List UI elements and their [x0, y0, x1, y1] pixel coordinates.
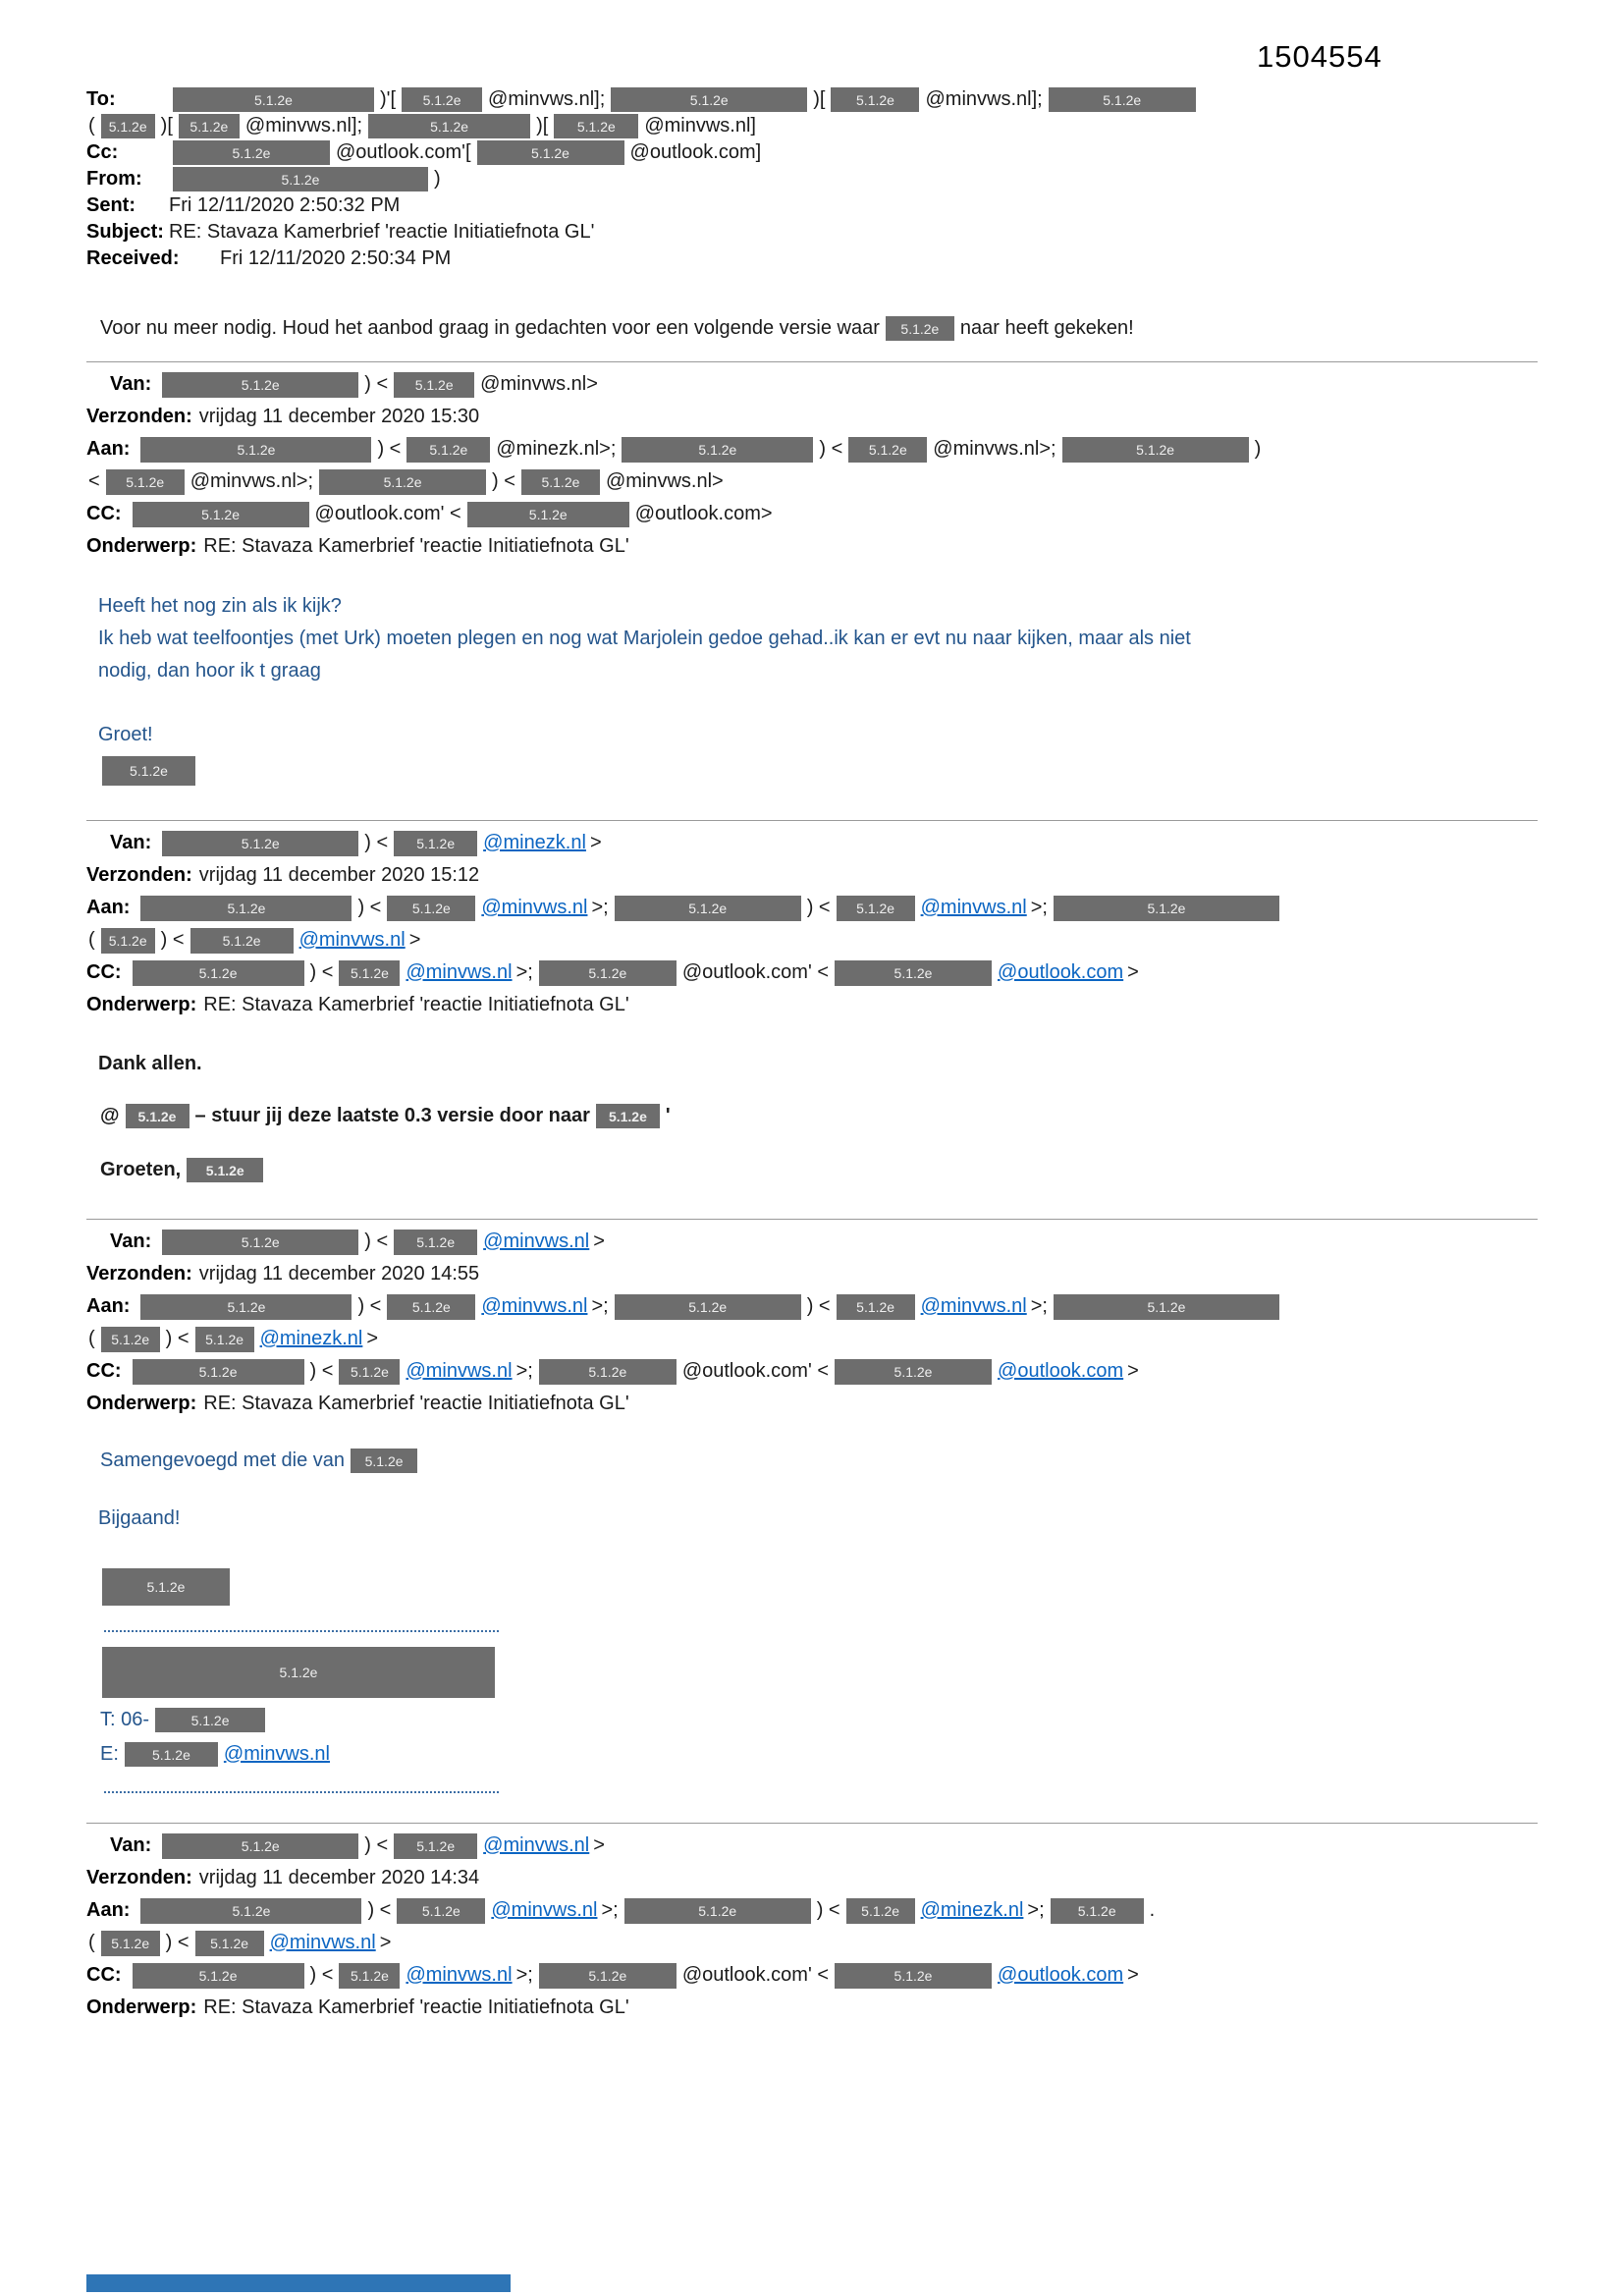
redaction-box: 5.1.2e	[611, 87, 807, 112]
redaction-box: 5.1.2e	[394, 831, 477, 856]
redaction-box: 5.1.2e	[319, 469, 486, 495]
aan-row-continued	[86, 1927, 1538, 1959]
email-link[interactable]: @minezk.nl	[920, 1899, 1024, 1921]
verzonden-value: vrijdag 11 december 2020 15:12	[198, 864, 480, 886]
email-link[interactable]: @minvws.nl	[920, 1295, 1027, 1317]
email-link[interactable]: @outlook.com	[998, 1360, 1124, 1382]
redaction-box: 5.1.2e	[102, 756, 195, 786]
received-value: Fri 12/11/2020 2:50:34 PM	[220, 247, 452, 269]
text-segment: ) <	[309, 1360, 334, 1382]
aan-value-line1	[136, 895, 1283, 922]
text-segment: >	[1127, 1360, 1139, 1382]
redaction-box: 5.1.2e	[477, 140, 624, 165]
text-segment: @minvws.nl>;	[933, 438, 1056, 460]
redaction-box: 5.1.2e	[351, 1449, 417, 1473]
text-segment: @minvws.nl>	[480, 373, 598, 395]
aan-label: Aan:	[86, 1295, 131, 1317]
text-segment: )'[	[380, 88, 397, 110]
email-link[interactable]: @minvws.nl	[406, 1964, 513, 1986]
redaction-box: 5.1.2e	[155, 1708, 265, 1732]
cc-value	[129, 501, 775, 528]
onderwerp-row	[86, 1992, 1538, 2024]
verzonden-value: vrijdag 11 december 2020 14:34	[198, 1867, 480, 1888]
redaction-box: 5.1.2e	[195, 1931, 264, 1956]
aan-value-line2	[86, 1930, 393, 1957]
verzonden-value: vrijdag 11 december 2020 14:55	[198, 1263, 480, 1285]
aan-row-continued	[86, 465, 1538, 498]
redaction-box: 5.1.2e	[339, 960, 400, 986]
cc-label: CC:	[86, 503, 122, 524]
quoted-email-3	[86, 1226, 1538, 1420]
redaction-box: 5.1.2e	[125, 1742, 218, 1767]
text-segment: (	[88, 929, 95, 951]
text-segment: )[	[160, 115, 173, 137]
text-segment: @outlook.com' <	[681, 1360, 830, 1382]
redaction-box: 5.1.2e	[162, 831, 358, 856]
cc-row	[86, 498, 1538, 530]
cc-value	[169, 139, 763, 166]
text-segment: .	[1149, 1899, 1156, 1921]
redaction-box: 5.1.2e	[846, 1898, 915, 1924]
aan-value-line2	[86, 927, 422, 955]
redaction-box: 5.1.2e	[133, 960, 304, 986]
intro-paragraph	[98, 315, 1538, 342]
quoted-email-4	[86, 1830, 1538, 2024]
redaction-box: 5.1.2e	[133, 1359, 304, 1385]
redaction-box: 5.1.2e	[835, 1963, 992, 1989]
text-segment: )[	[536, 115, 549, 137]
aan-value-line2	[86, 1326, 380, 1353]
text-segment: ) <	[364, 832, 389, 853]
onderwerp-value: RE: Stavaza Kamerbrief 'reactie Initiatiefnota GL'	[203, 1996, 629, 2018]
body3-attached-line: Bijgaand!	[98, 1507, 181, 1529]
section-separator	[86, 361, 1538, 362]
body1-line1: Heeft het nog zin als ik kijk?	[98, 595, 342, 617]
body2-thanks: Dank allen.	[98, 1053, 202, 1074]
redaction-box: 5.1.2e	[140, 437, 371, 463]
onderwerp-row	[86, 530, 1538, 563]
message-body-1	[98, 590, 1538, 787]
redaction-box: 5.1.2e	[539, 960, 677, 986]
signature-title-redaction	[98, 1646, 1538, 1699]
text-segment: '	[665, 1105, 671, 1126]
text-segment: ) <	[377, 438, 402, 460]
text-segment: @outlook.com' <	[681, 961, 830, 983]
onderwerp-label: Onderwerp:	[86, 535, 197, 557]
body2-greeting	[98, 1157, 1538, 1183]
verzonden-row	[86, 1258, 1538, 1290]
van-label: Van:	[110, 1230, 152, 1252]
text-segment: ) <	[806, 897, 831, 918]
redaction-box: 5.1.2e	[387, 896, 475, 921]
van-row	[86, 1226, 1538, 1258]
redaction-box: 5.1.2e	[622, 437, 813, 463]
redaction-box: 5.1.2e	[173, 87, 374, 112]
cc-row	[86, 1355, 1538, 1388]
verzonden-label: Verzonden:	[86, 406, 192, 427]
redaction-box: 5.1.2e	[140, 896, 352, 921]
van-row	[86, 827, 1538, 859]
aan-value-line2	[86, 468, 726, 496]
to-value-line2	[86, 113, 758, 139]
redaction-box: 5.1.2e	[835, 1359, 992, 1385]
cc-row	[86, 1959, 1538, 1992]
verzonden-row	[86, 859, 1538, 892]
email-link[interactable]: @minvws.nl	[223, 1743, 331, 1765]
redaction-box: 5.1.2e	[848, 437, 927, 463]
van-value	[158, 830, 603, 857]
header-cc-row	[86, 139, 1538, 166]
redaction-box: 5.1.2e	[539, 1963, 677, 1989]
email-link[interactable]: @minvws.nl	[298, 929, 406, 951]
subject-value: RE: Stavaza Kamerbrief 'reactie Initiatiefnota GL'	[169, 221, 595, 243]
text-segment: ) <	[492, 470, 515, 492]
text-segment: @minvws.nl]	[644, 115, 756, 137]
aan-row-continued	[86, 924, 1538, 957]
redaction-box: 5.1.2e	[101, 114, 155, 138]
onderwerp-value: RE: Stavaza Kamerbrief 'reactie Initiatiefnota GL'	[203, 1393, 629, 1414]
text-segment: ) <	[165, 1932, 189, 1953]
redaction-box: 5.1.2e	[162, 1833, 358, 1859]
text-segment: Samengevoegd met die van	[100, 1449, 346, 1471]
van-value	[158, 1832, 607, 1860]
redaction-box: 5.1.2e	[1054, 896, 1279, 921]
redaction-box: 5.1.2e	[133, 1963, 304, 1989]
section-separator	[86, 1823, 1538, 1824]
redaction-box: 5.1.2e	[615, 1294, 801, 1320]
cc-value	[129, 959, 1141, 987]
body1-line3: nodig, dan hoor ik t graag	[98, 660, 321, 682]
redaction-box: 5.1.2e	[624, 1898, 811, 1924]
redaction-box: 5.1.2e	[596, 1104, 660, 1128]
header-subject-row	[86, 219, 1538, 246]
text-segment: naar heeft gekeken!	[959, 317, 1134, 339]
redaction-box: 5.1.2e	[102, 1568, 230, 1606]
text-segment: >	[379, 1932, 392, 1953]
text-segment: >	[589, 832, 602, 853]
body1-signature	[98, 755, 1538, 787]
text-segment: >;	[601, 1899, 619, 1921]
redaction-box: 5.1.2e	[162, 372, 358, 398]
to-label: To:	[86, 88, 116, 110]
body2-request	[98, 1103, 1538, 1129]
redaction-box: 5.1.2e	[126, 1104, 189, 1128]
redaction-box: 5.1.2e	[106, 469, 185, 495]
email-link[interactable]: @minvws.nl	[269, 1932, 376, 1953]
onderwerp-value: RE: Stavaza Kamerbrief 'reactie Initiatiefnota GL'	[203, 994, 629, 1015]
text-segment: ) <	[357, 1295, 382, 1317]
aan-row	[86, 1290, 1538, 1323]
redaction-box: 5.1.2e	[1062, 437, 1249, 463]
signature-name-redaction	[98, 1567, 1538, 1607]
aan-label: Aan:	[86, 897, 131, 918]
redaction-box: 5.1.2e	[339, 1963, 400, 1989]
redaction-box: 5.1.2e	[886, 316, 954, 341]
redaction-box: 5.1.2e	[140, 1294, 352, 1320]
body3-merged-line	[98, 1448, 1538, 1474]
sent-label: Sent:	[86, 194, 135, 216]
onderwerp-label: Onderwerp:	[86, 1996, 197, 2018]
redaction-box: 5.1.2e	[615, 896, 801, 921]
text-segment: @minezk.nl>;	[496, 438, 617, 460]
text-segment: ) <	[165, 1328, 189, 1349]
text-segment: ) <	[816, 1899, 840, 1921]
cc-row	[86, 957, 1538, 989]
text-segment: ) <	[819, 438, 843, 460]
redaction-box: 5.1.2e	[133, 502, 309, 527]
aan-row	[86, 1894, 1538, 1927]
text-segment: >;	[1030, 1295, 1048, 1317]
email-link[interactable]: @minezk.nl	[259, 1328, 363, 1349]
redaction-box: 5.1.2e	[831, 87, 919, 112]
text-segment: ) <	[357, 897, 382, 918]
text-segment: @outlook.com' <	[314, 503, 461, 524]
text-segment: )	[1254, 438, 1262, 460]
from-label: From:	[86, 168, 142, 190]
signature-phone-line	[98, 1707, 1538, 1733]
section-separator	[86, 1219, 1538, 1220]
cc-value	[129, 1962, 1141, 1990]
quoted-email-1	[86, 368, 1538, 563]
doc-number: 1504554	[1257, 39, 1382, 74]
redaction-box: 5.1.2e	[837, 1294, 915, 1320]
subject-label: Subject:	[86, 221, 164, 243]
text-segment: >;	[515, 1964, 533, 1986]
redaction-box: 5.1.2e	[394, 1230, 477, 1255]
email-link[interactable]: @minvws.nl	[483, 1230, 590, 1252]
text-segment: @outlook.com]	[629, 141, 762, 163]
redaction-box: 5.1.2e	[397, 1898, 485, 1924]
redaction-box: 5.1.2e	[190, 928, 294, 954]
cc-label: CC:	[86, 961, 122, 983]
verzonden-label: Verzonden:	[86, 864, 192, 886]
email-link[interactable]: @minvws.nl	[481, 1295, 588, 1317]
message-body-3	[98, 1448, 1538, 1793]
quoted-email-2	[86, 827, 1538, 1021]
redaction-box: 5.1.2e	[394, 1833, 477, 1859]
redaction-box: 5.1.2e	[195, 1327, 254, 1352]
text-segment: >	[408, 929, 421, 951]
van-row	[86, 1830, 1538, 1862]
redaction-box: 5.1.2e	[173, 140, 330, 165]
signature-email-line	[98, 1741, 1538, 1768]
email-link[interactable]: @minvws.nl	[483, 1834, 590, 1856]
text-segment: @minvws.nl>	[605, 470, 724, 492]
text-segment: – stuur jij deze laatste 0.3 versie door naar	[194, 1105, 590, 1126]
onderwerp-label: Onderwerp:	[86, 1393, 197, 1414]
email-link[interactable]: @minvws.nl	[491, 1899, 598, 1921]
van-row	[86, 368, 1538, 401]
text-segment: >	[1127, 961, 1139, 983]
redaction-box: 5.1.2e	[1051, 1898, 1144, 1924]
redaction-box: 5.1.2e	[1049, 87, 1196, 112]
text-segment: ) <	[364, 1230, 389, 1252]
redaction-box: 5.1.2e	[187, 1158, 263, 1182]
text-segment: E:	[100, 1743, 119, 1765]
redaction-box: 5.1.2e	[173, 167, 428, 191]
verzonden-row	[86, 401, 1538, 433]
text-segment: >	[1127, 1964, 1139, 1986]
from-value	[169, 166, 443, 192]
van-label: Van:	[110, 373, 152, 395]
verzonden-row	[86, 1862, 1538, 1894]
body1-line2: Ik heb wat teelfoontjes (met Urk) moeten plegen en nog wat Marjolein gedoe gehad..ik kan er evt nu naar kijken, maar als niet	[98, 628, 1191, 649]
text-segment: Voor nu meer nodig. Houd het aanbod graag in gedachten voor een volgende versie waar	[100, 317, 880, 339]
text-segment: @minvws.nl];	[488, 88, 606, 110]
email-header	[86, 86, 1538, 272]
email-link[interactable]: @outlook.com	[998, 961, 1124, 983]
aan-value-line1	[136, 1293, 1283, 1321]
body1-greeting: Groet!	[98, 724, 153, 745]
redaction-box: 5.1.2e	[387, 1294, 475, 1320]
text-segment: >	[366, 1328, 379, 1349]
text-segment: >;	[591, 1295, 609, 1317]
van-value	[158, 1229, 607, 1256]
cc-label: Cc:	[86, 141, 119, 163]
to-value-line1	[169, 86, 1200, 113]
redaction-box: 5.1.2e	[394, 372, 474, 398]
aan-row-continued	[86, 1323, 1538, 1355]
email-link[interactable]: @minvws.nl	[481, 897, 588, 918]
van-label: Van:	[110, 1834, 152, 1856]
text-segment: ) <	[160, 929, 185, 951]
section-separator	[86, 820, 1538, 821]
text-segment: @outlook.com' <	[681, 1964, 830, 1986]
received-label: Received:	[86, 247, 180, 269]
sent-value: Fri 12/11/2020 2:50:32 PM	[169, 194, 401, 216]
email-link[interactable]: @minvws.nl	[406, 1360, 513, 1382]
redaction-box: 5.1.2e	[521, 469, 600, 495]
text-segment: >;	[1027, 1899, 1045, 1921]
text-segment: @	[100, 1105, 120, 1126]
aan-label: Aan:	[86, 1899, 131, 1921]
footer-bar	[86, 2274, 511, 2292]
email-link[interactable]: @minvws.nl	[920, 897, 1027, 918]
email-link[interactable]: @minezk.nl	[483, 832, 586, 853]
text-segment: )	[434, 168, 441, 190]
cc-label: CC:	[86, 1360, 122, 1382]
header-from-row	[86, 166, 1538, 192]
redaction-box: 5.1.2e	[101, 928, 155, 954]
redaction-box: 5.1.2e	[368, 114, 530, 138]
header-received-row	[86, 246, 1538, 272]
text-segment: >;	[515, 961, 533, 983]
verzonden-label: Verzonden:	[86, 1263, 192, 1285]
redaction-box: 5.1.2e	[102, 1647, 495, 1698]
header-to-row-continued	[86, 113, 1538, 139]
verzonden-value: vrijdag 11 december 2020 15:30	[198, 406, 480, 427]
cc-label: CC:	[86, 1964, 122, 1986]
email-link[interactable]: @outlook.com	[998, 1964, 1124, 1986]
redaction-box: 5.1.2e	[539, 1359, 677, 1385]
redaction-box: 5.1.2e	[554, 114, 638, 138]
redaction-box: 5.1.2e	[101, 1327, 160, 1352]
text-segment: @minvws.nl];	[925, 88, 1043, 110]
aan-row	[86, 433, 1538, 465]
text-segment: @minvws.nl];	[244, 115, 363, 137]
redaction-box: 5.1.2e	[1054, 1294, 1279, 1320]
aan-value-line1	[136, 436, 1263, 464]
text-segment: >;	[515, 1360, 533, 1382]
onderwerp-label: Onderwerp:	[86, 994, 197, 1015]
redaction-box: 5.1.2e	[837, 896, 915, 921]
text-segment: >	[593, 1834, 605, 1856]
text-segment: <	[88, 470, 100, 492]
header-to-row	[86, 86, 1538, 113]
verzonden-label: Verzonden:	[86, 1867, 192, 1888]
header-sent-row	[86, 192, 1538, 219]
email-link[interactable]: @minvws.nl	[406, 961, 513, 983]
text-segment: ) <	[806, 1295, 831, 1317]
cc-value	[129, 1358, 1141, 1386]
redaction-box: 5.1.2e	[179, 114, 240, 138]
onderwerp-row	[86, 1388, 1538, 1420]
redaction-box: 5.1.2e	[402, 87, 482, 112]
text-segment: Groeten,	[100, 1159, 182, 1180]
redaction-box: 5.1.2e	[406, 437, 490, 463]
van-label: Van:	[110, 832, 152, 853]
aan-label: Aan:	[86, 438, 131, 460]
onderwerp-row	[86, 989, 1538, 1021]
text-segment: (	[88, 1328, 95, 1349]
message-body-2	[98, 1053, 1538, 1183]
van-value	[158, 371, 600, 399]
text-segment: T: 06-	[100, 1709, 150, 1730]
onderwerp-value: RE: Stavaza Kamerbrief 'reactie Initiatiefnota GL'	[203, 535, 629, 557]
redaction-box: 5.1.2e	[467, 502, 629, 527]
redaction-box: 5.1.2e	[339, 1359, 400, 1385]
aan-row	[86, 892, 1538, 924]
text-segment: >;	[591, 897, 609, 918]
text-segment: ) <	[309, 1964, 334, 1986]
redaction-box: 5.1.2e	[835, 960, 992, 986]
text-segment: ) <	[364, 1834, 389, 1856]
text-segment: (	[88, 1932, 95, 1953]
text-segment: >	[593, 1230, 605, 1252]
text-segment: >;	[1030, 897, 1048, 918]
redaction-box: 5.1.2e	[140, 1898, 361, 1924]
text-segment: @minvws.nl>;	[189, 470, 314, 492]
text-segment: ) <	[364, 373, 389, 395]
text-segment: @outlook.com'[	[336, 141, 471, 163]
signature-dotted-divider	[104, 1630, 499, 1632]
text-segment: ) <	[367, 1899, 392, 1921]
redaction-box: 5.1.2e	[162, 1230, 358, 1255]
text-segment: @outlook.com>	[634, 503, 773, 524]
text-segment: (	[88, 115, 95, 137]
text-segment: ) <	[309, 961, 334, 983]
text-segment: )[	[813, 88, 826, 110]
aan-value-line1	[136, 1897, 1157, 1925]
redaction-box: 5.1.2e	[101, 1931, 160, 1956]
signature-dotted-divider	[104, 1791, 499, 1793]
